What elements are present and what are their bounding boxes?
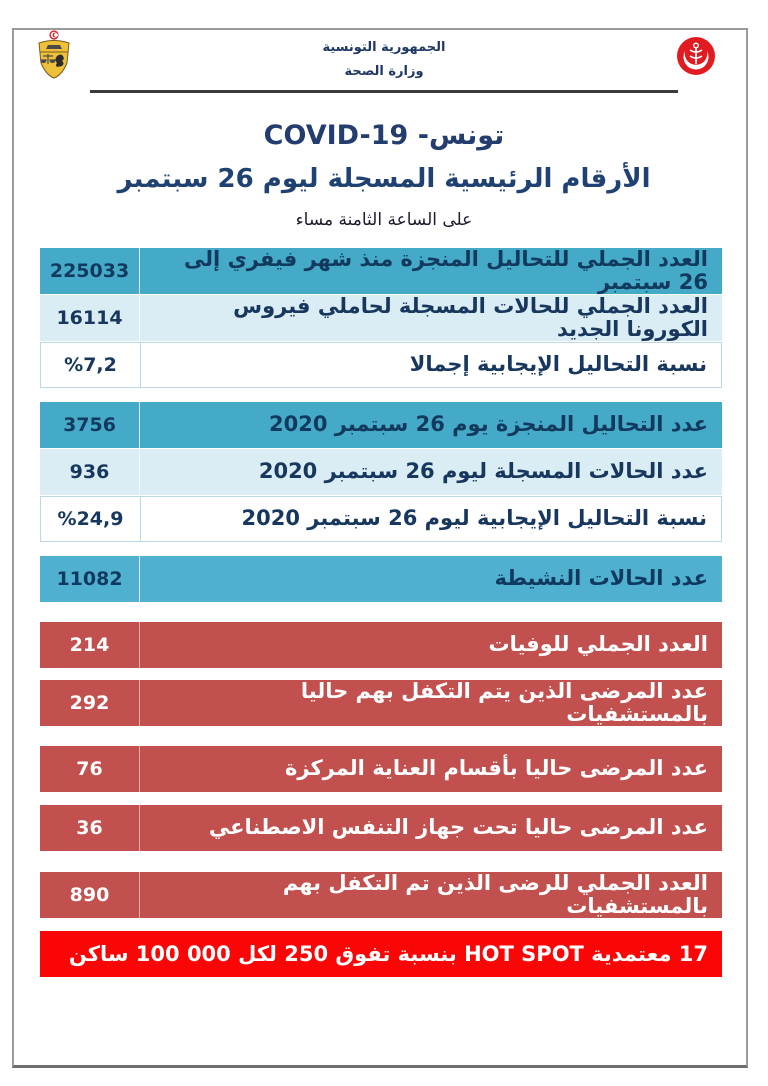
row-value: 76 [40,746,140,792]
main-title: الأرقام الرئيسية المسجلة ليوم 26 سبتمبر [117,164,651,194]
row-label: العدد الجملي للرضى الذين تم التكفل بهم بالمستشفيات [282,870,708,918]
row-label: نسبة التحاليل الإيجابية إجمالا [409,352,707,377]
table-row [40,680,722,726]
row-value: %7,2 [41,343,141,387]
table-row [40,295,722,341]
row-label: العدد الجملي للحالات المسجلة لحاملي فيروس الكورونا الجديد [233,293,708,341]
row-label: العدد الجملي للوفيات [488,632,708,657]
row-value: 16114 [40,295,140,341]
table-row [40,449,722,495]
table-row [40,805,722,851]
active-cases-block [40,556,722,602]
deaths-row-block [40,622,722,668]
row-value: 890 [40,872,140,918]
table-row [40,402,722,448]
cumulative-stats-table [40,248,722,388]
row-value: 214 [40,622,140,668]
row-label: عدد المرضى الذين يتم التكفل بهم حاليا بالمستشفيات [300,678,708,726]
row-value: 936 [40,449,140,495]
table-row [40,746,722,792]
row-value: 3756 [40,402,140,448]
row-label: عدد الحالات المسجلة ليوم 26 سبتمبر 2020 [258,459,708,484]
total-hospitalized-row-block [40,872,722,918]
republic-title: الجمهورية التونسية [322,40,446,55]
subtitle-time: على الساعة الثامنة مساء [295,210,473,230]
daily-stats-table [40,402,722,542]
row-value: %24,9 [41,497,141,541]
row-label: عدد التحاليل المنجزة يوم 26 سبتمبر 2020 [269,412,708,437]
row-label: عدد الحالات النشيطة [494,566,708,591]
row-value: 292 [40,680,140,726]
table-row [40,872,722,918]
row-label: عدد المرضى حاليا بأقسام العناية المركزة [284,756,708,781]
icu-row-block [40,746,722,792]
hospitalized-row-block [40,680,722,726]
ventilator-row-block [40,805,722,851]
header-divider [90,90,678,93]
table-row [40,248,722,294]
table-row [40,342,722,388]
row-value: 36 [40,805,140,851]
table-row [40,496,722,542]
row-label: عدد المرضى حاليا تحت جهاز التنفس الاصطناعي [208,815,708,840]
row-value: 225033 [40,248,140,294]
ministry-title: وزارة الصحة [344,64,424,79]
row-label: نسبة التحاليل الإيجابية ليوم 26 سبتمبر 2020 [241,506,707,531]
hot-spot-banner: 17 معتمدية HOT SPOT بنسبة تفوق 250 لكل ‎100 000‎ ساكن [40,931,722,977]
covid-country-title: تونس- COVID-19 [263,120,505,151]
row-value: 11082 [40,556,140,602]
table-row [40,622,722,668]
health-ministry-logo-icon [676,36,716,76]
active-cases-row [40,556,722,602]
row-label: العدد الجملي للتحاليل المنجزة منذ شهر فيفري إلى 26 سبتمبر [183,246,708,294]
